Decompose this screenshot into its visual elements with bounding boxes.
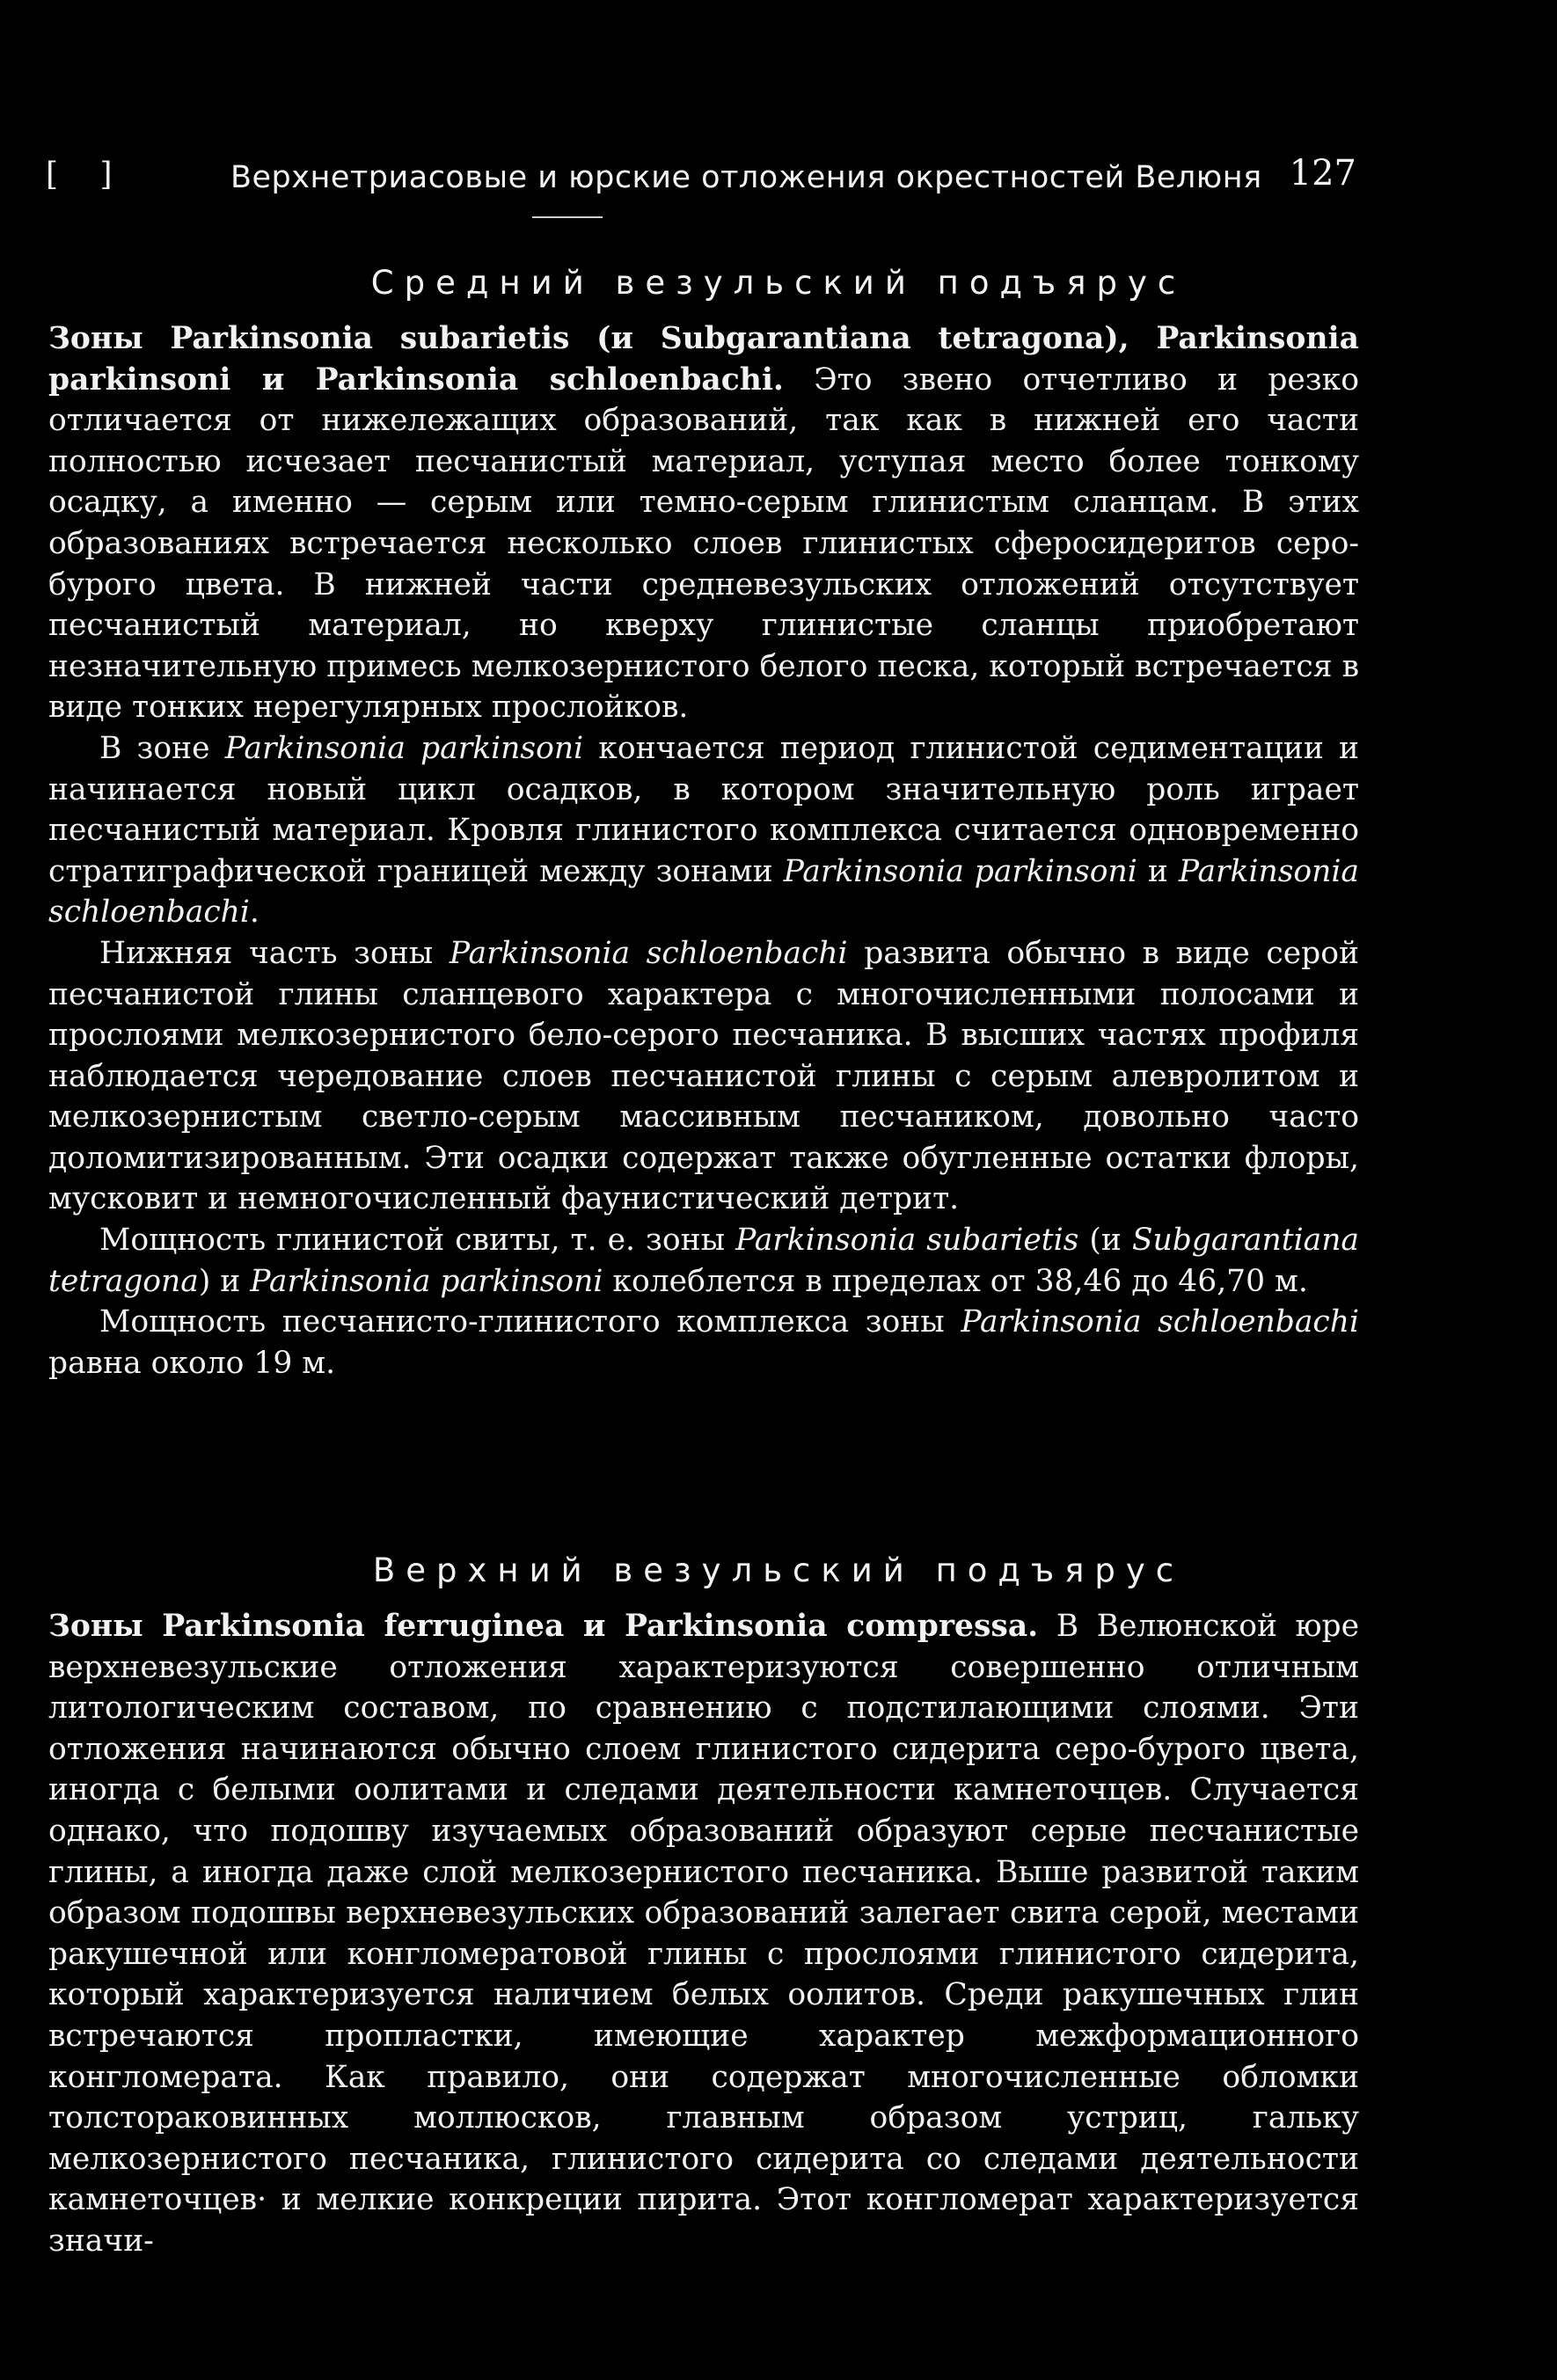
zones-bold-lead: Зоны Parkinsonia ferruginea и Parkinsonia compressa. xyxy=(48,1609,1039,1644)
species-name: Parkinsonia subarietis xyxy=(735,1223,1079,1259)
page-number: 127 xyxy=(1289,153,1356,193)
paragraph xyxy=(48,728,1359,933)
running-head xyxy=(46,153,1356,209)
text-run: Нижняя часть зоны xyxy=(99,935,450,971)
section-heading-upper: Верхний везульский подъярус xyxy=(372,1551,1185,1589)
species-name: Parkinsonia schloenbachi xyxy=(961,1304,1359,1340)
section-upper-body xyxy=(48,1606,1359,2262)
text-run: Мощность песчанисто-глинистого комплекса зоны xyxy=(99,1304,961,1340)
text-run: колеблется в пределах от 38,46 до 46,70 м. xyxy=(603,1263,1308,1299)
paragraph xyxy=(48,1220,1359,1302)
text-run: (и xyxy=(1078,1223,1132,1259)
species-name: Subgarantiana tetragona xyxy=(48,1223,1359,1299)
species-name: Parkinsonia parkinsoni xyxy=(224,730,584,766)
paragraph xyxy=(48,933,1359,1220)
species-name: Parkinsonia schloenbachi xyxy=(449,935,848,971)
paragraph xyxy=(48,318,1359,728)
zones-bold-lead: Зоны Parkinsonia subarietis (и Subgarantiana tetragona), Parkinsonia parkinsoni и Parkinsonia schloenbachi. xyxy=(48,321,1359,398)
text-run: . xyxy=(249,894,260,931)
text-run: и xyxy=(1137,853,1179,889)
paragraph xyxy=(48,1302,1359,1383)
text-run: развита обычно в виде серой песчанистой глины сланцевого характера с многочисленными полосами и прослоями мелкозернистого бело-серого песчаника. В высших частях профиля наблюдается чередование слоев песчанистой глины с серым алевролитом и мелкозернистым светло-серым массивным песчаником, довольно часто доломитизированным. Эти осадки содержат также обугленные остатки флоры, мусковит и немногочисленный фаунистический детрит. xyxy=(48,935,1359,1217)
section-middle-body xyxy=(48,318,1359,1383)
paragraph-text: В Велюнской юре верхневезульские отложения характеризуются совершенно отличным литологическим составом, по сравнению с подстилающими слоями. Эти отложения начинаются обычно слоем глинистого сидерита серо-бурого цвета, иногда с белыми оолитами и следами деятельности камнеточцев. Случается однако, что подошву изучаемых образований образуют серые песчанистые глины, а иногда даже слой мелкозернистого песчаника. Выше развитой таким образом подошвы верхневезульских образований залегает свита серой, местами ракушечной или конгломератовой глины с прослоями глинистого сидерита, который характеризуется наличием белых оолитов. Среди ракушечных глин встречаются пропластки, имеющие характер межформационного конгломерата. Как правило, они содержат многочисленные обломки толстораковинных моллюсков, главным образом устриц, гальку мелкозернистого песчаника, глинистого сидерита со следами деятельности камнеточцев· и мелкие конкреции пирита. Этот конгломерат характеризуется значи- xyxy=(48,1609,1360,2259)
text-run: кончается период глинистой седиментации и начинается новый цикл осадков, в котором значительную роль играет песчанистый материал. Кровля глинистого комплекса считается одновременно стратиграфической границей между зонами xyxy=(48,730,1360,889)
species-name: Parkinsonia parkinsoni xyxy=(250,1263,603,1299)
species-name: Parkinsonia parkinsoni xyxy=(783,853,1137,889)
species-name: Parkinsonia schloenbachi xyxy=(48,853,1359,931)
paragraph-text: Это звено отчетливо и резко отличается от нижележащих образований, так как в нижней его части полностью исчезает песчанистый материал, уступая место более тонкому осадку, а именно — серым или темно-серым глинистым сланцам. В этих образованиях встречается несколько слоев глинистых сферосидеритов серо-бурого цвета. В нижней части средневезульских отложений отсутствует песчанистый материал, но кверху глинистые сланцы приобретают незначительную примесь мелкозернистого белого песка, который встречается в виде тонких нерегулярных прослойков. xyxy=(48,361,1359,726)
text-run: равна около 19 м. xyxy=(48,1345,336,1381)
text-run: ) и xyxy=(198,1263,251,1299)
paragraph xyxy=(48,1606,1359,2262)
text-run: Мощность глинистой свиты, т. е. зоны xyxy=(99,1223,736,1259)
text-run: В зоне xyxy=(99,730,225,766)
header-bracket: [ ] xyxy=(46,157,128,193)
header-rule xyxy=(532,216,603,218)
running-title: Верхнетриасовые и юрские отложения окрестностей Велюня xyxy=(230,160,1262,195)
section-heading-middle: Средний везульский подъярус xyxy=(370,264,1187,302)
